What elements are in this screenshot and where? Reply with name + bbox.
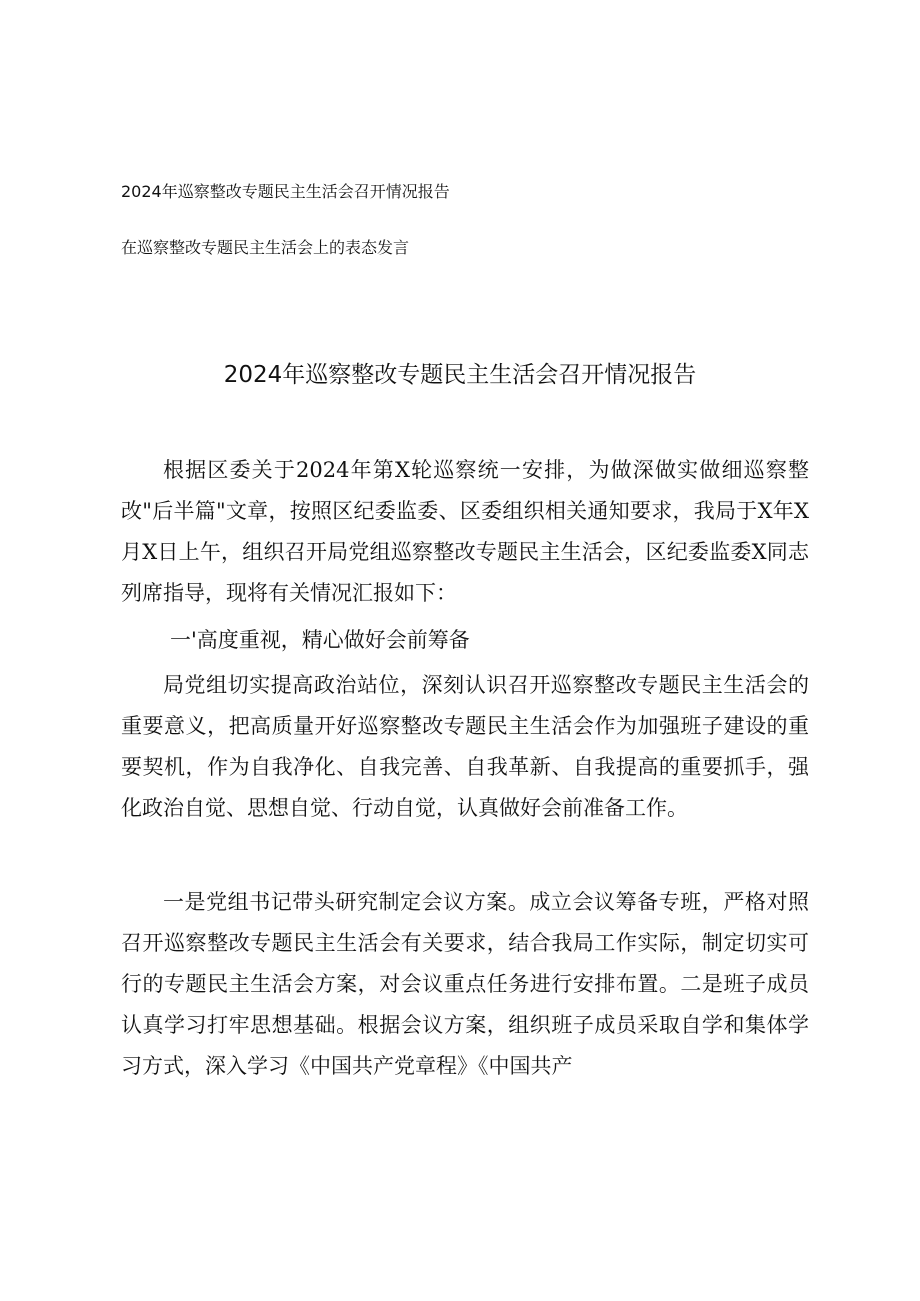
- toc-item-report: 2024年巡察整改专题民主生活会召开情况报告: [121, 182, 450, 201]
- page-title: 2024年巡察整改专题民主生活会召开情况报告: [223, 362, 697, 388]
- section1-paragraph-2: 一是党组书记带头研究制定会议方案。成立会议筹备专班，严格对照召开巡察整改专题民主生活会有关要求，结合我局工作实际，制定切实可行的专题民主生活会方案，对会议重点任务进行安排布置。二是班子成员认真学习打牢思想基础。根据会议方案，组织班子成员采取自学和集体学习方式，深入学习《中国共产党章程》《中国共产: [121, 890, 809, 1078]
- section1-paragraph-1: 局党组切实提高政治站位，深刻认识召开巡察整改专题民主生活会的重要意义，把高质量开好巡察整改专题民主生活会作为加强班子建设的重要契机，作为自我净化、自我完善、自我革新、自我提高的重要抓手，强化政治自觉、思想自觉、行动自觉，认真做好会前准备工作。: [121, 673, 809, 820]
- intro-paragraph: 根据区委关于2024年第X轮巡察统一安排，为做深做实做细巡察整改"后半篇"文章，按照区纪委监委、区委组织相关通知要求，我局于X年X月X日上午，组织召开局党组巡察整改专题民主生活会，区纪委监委X同志列席指导，现将有关情况汇报如下：: [121, 458, 809, 605]
- section-heading-1: 一'高度重视，精心做好会前筹备: [170, 628, 470, 652]
- toc-item-speech: 在巡察整改专题民主生活会上的表态发言: [121, 238, 410, 257]
